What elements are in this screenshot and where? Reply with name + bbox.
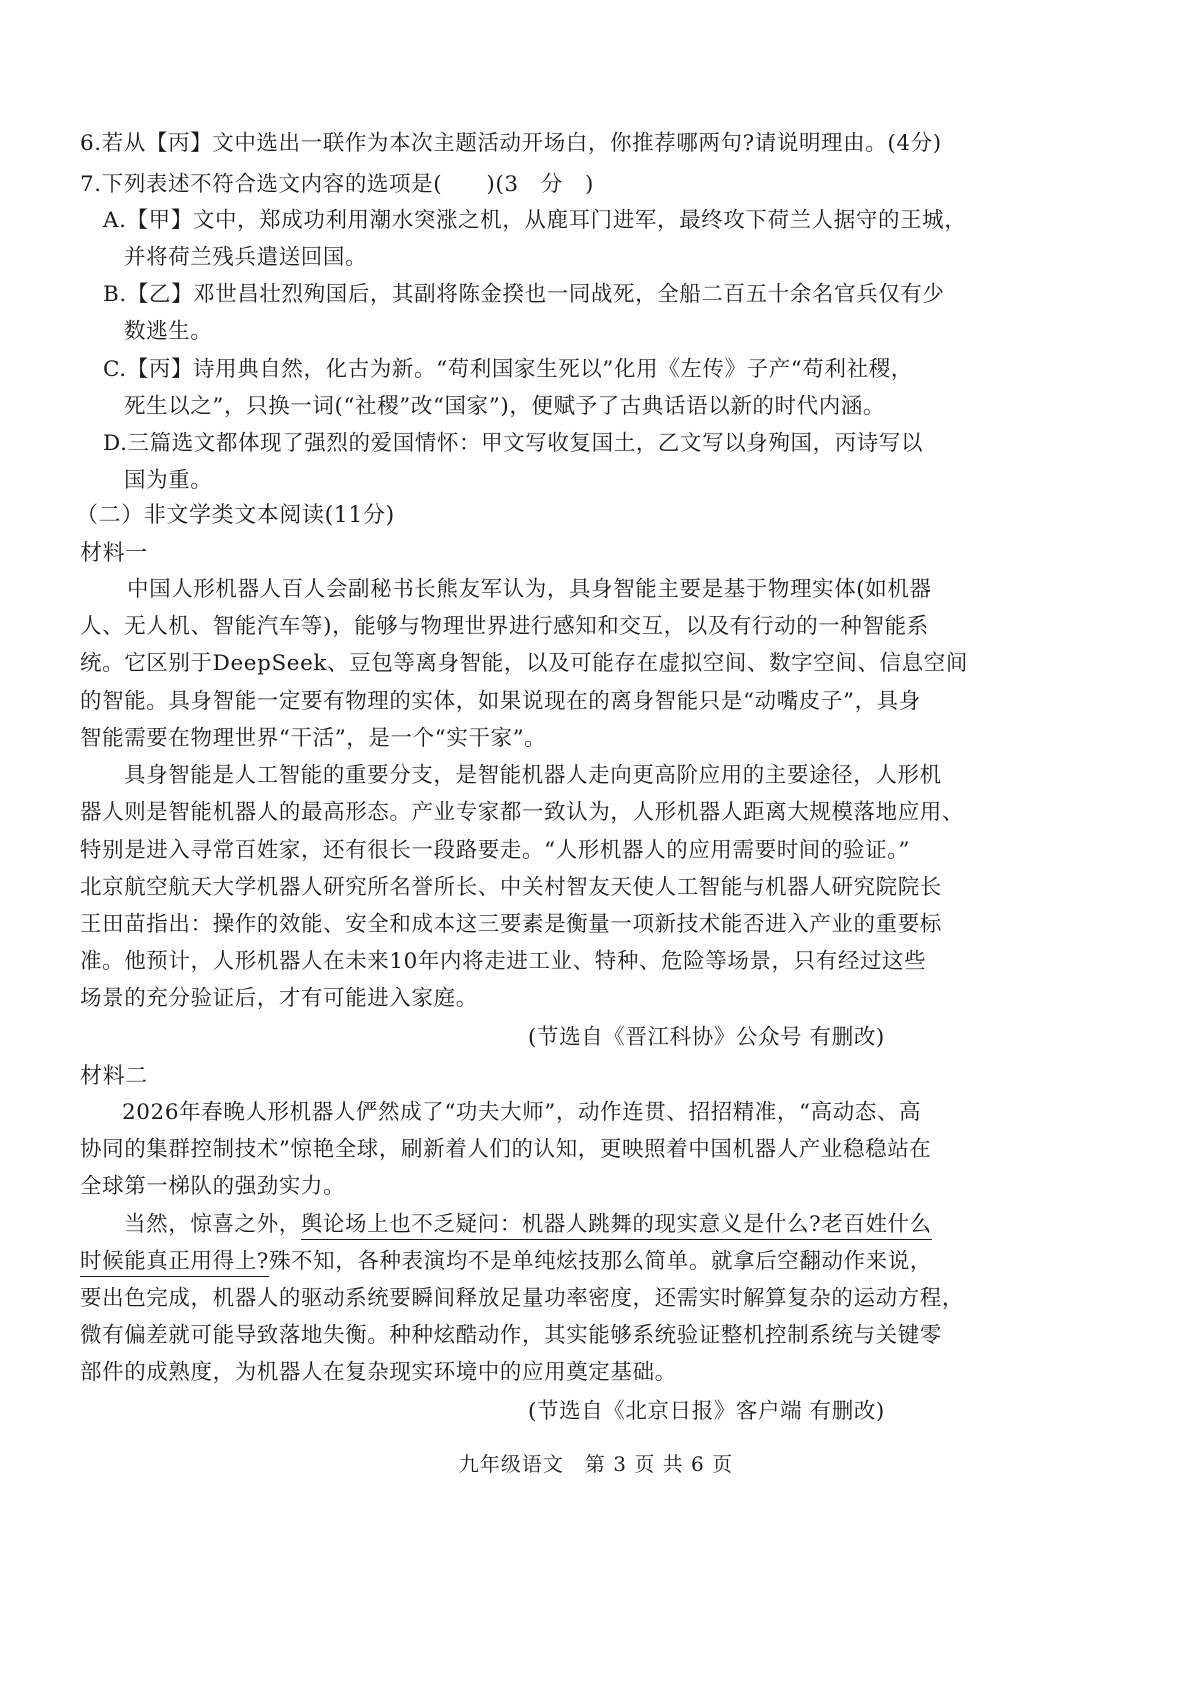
material-2-p1-line-2: 协同的集群控制技术”惊艳全球，刷新着人们的认知，更映照着中国机器人产业稳稳站在	[80, 1137, 932, 1162]
material-1-p1-line-4: 的智能。具身智能一定要有物理的实体，如果说现在的离身智能只是“动嘴皮子”，具身	[80, 689, 921, 714]
material-1-title: 材料一	[80, 541, 148, 566]
option-b-line-2: 数逃生。	[124, 319, 213, 344]
material-2-p2-line-2	[80, 1248, 932, 1276]
material-2-p2-line-2-rest: 殊不知，各种表演均不是单纯炫技那么简单。就拿后空翻动作来说，	[268, 1249, 932, 1274]
material-1-p2-line-5: 王田苗指出：操作的效能、安全和成本这三要素是衡量一项新技术能否进入产业的重要标	[80, 912, 942, 937]
question-7-stem: 7.下列表述不符合选文内容的选项是( )(3 分 )	[80, 172, 594, 197]
option-d-line-2: 国为重。	[124, 468, 213, 493]
option-b-line-1: B.【乙】邓世昌壮烈殉国后，其副将陈金揆也一同战死，全船二百五十余名官兵仅有少	[103, 282, 945, 307]
underlined-question-text-end: 时候能真正用得上?	[80, 1249, 269, 1277]
underlined-question-text: 舆论场上也不乏疑问：机器人跳舞的现实意义是什么?老百姓什么	[301, 1212, 932, 1240]
option-c-line-1: C.【丙】诗用典自然，化古为新。“苟利国家生死以”化用《左传》子产“苟利社稷，	[103, 357, 913, 382]
material-2-p1-line-3: 全球第一梯队的强劲实力。	[80, 1174, 346, 1199]
material-1-p2-line-6: 准。他预计，人形机器人在未来10年内将走进工业、特种、危险等场景，只有经过这些	[80, 949, 927, 974]
question-6: 6.若从【丙】文中选出一联作为本次主题活动开场白，你推荐哪两句?请说明理由。(4分)	[80, 131, 942, 156]
material-2-p2-line-4: 微有偏差就可能导致落地失衡。种种炫酷动作，其实能够系统验证整机控制系统与关键零	[80, 1323, 942, 1348]
option-a-line-2: 并将荷兰残兵遣送回国。	[124, 245, 368, 270]
material-1-source: (节选自《晋江科协》公众号 有删改)	[528, 1025, 885, 1050]
material-2-p1-line-1: 2026年春晚人形机器人俨然成了“功夫大师”，动作连贯、招招精准，“高动态、高	[122, 1100, 922, 1125]
material-1-p2-line-2: 器人则是智能机器人的最高形态。产业专家都一致认为，人形机器人距离大规模落地应用、	[80, 800, 965, 825]
option-c-line-2: 死生以之”，只换一词(“社稷”改“国家”)，便赋予了古典话语以新的时代内涵。	[124, 394, 886, 419]
material-2-p2-line-1-lead: 当然，惊喜之外，	[124, 1212, 301, 1237]
material-2-p2-line-3: 要出色完成，机器人的驱动系统要瞬间释放足量功率密度，还需实时解算复杂的运动方程，	[80, 1286, 965, 1311]
material-2-source: (节选自《北京日报》客户端 有删改)	[528, 1399, 885, 1424]
material-1-p2-line-7: 场景的充分验证后，才有可能进入家庭。	[80, 986, 478, 1011]
option-d-line-1: D.三篇选文都体现了强烈的爱国情怀：甲文写收复国土，乙文写以身殉国，丙诗写以	[103, 431, 924, 456]
material-1-p2-line-1: 具身智能是人工智能的重要分支，是智能机器人走向更高阶应用的主要途径，人形机	[124, 763, 942, 788]
page-footer: 九年级语文 第 3 页 共 6 页	[458, 1452, 734, 1476]
material-1-p1-line-3: 统。它区别于DeepSeek、豆包等离身智能，以及可能存在虚拟空间、数字空间、信息空间	[80, 651, 968, 676]
material-2-p2-line-5: 部件的成熟度，为机器人在复杂现实环境中的应用奠定基础。	[80, 1360, 677, 1385]
section-title: （二）非文学类文本阅读(11分)	[76, 503, 395, 528]
material-2-title: 材料二	[80, 1064, 148, 1089]
material-1-p1-line-5: 智能需要在物理世界“干活”，是一个“实干家”。	[80, 726, 547, 751]
option-a-line-1: A.【甲】文中，郑成功利用潮水突涨之机，从鹿耳门进军，最终攻下荷兰人据守的王城，	[103, 208, 967, 233]
material-1-p1-line-1: 中国人形机器人百人会副秘书长熊友军认为，具身智能主要是基于物理实体(如机器	[127, 577, 932, 602]
material-1-p2-line-3: 特别是进入寻常百姓家，还有很长一段路要走。“人形机器人的应用需要时间的验证。”	[80, 838, 911, 863]
material-2-p2-line-1	[124, 1211, 932, 1239]
material-1-p2-line-4: 北京航空航天大学机器人研究所名誉所长、中关村智友天使人工智能与机器人研究院院长	[80, 875, 942, 900]
material-1-p1-line-2: 人、无人机、智能汽车等)，能够与物理世界进行感知和交互，以及有行动的一种智能系	[80, 614, 929, 639]
